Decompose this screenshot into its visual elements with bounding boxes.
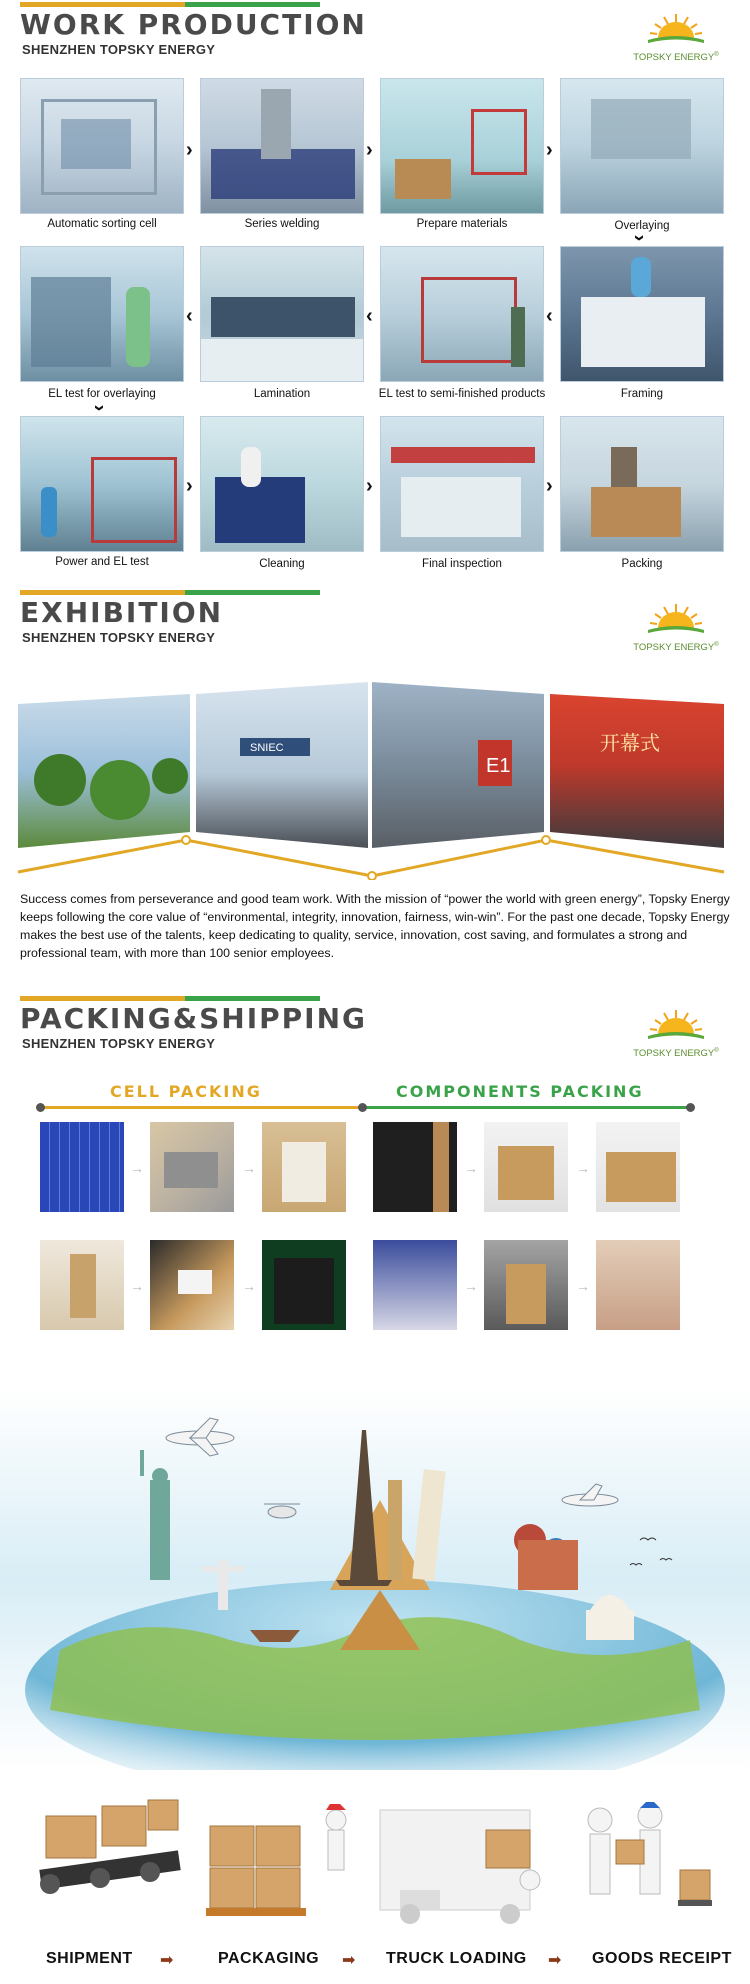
photo-power-el-test (20, 416, 184, 552)
timeline-dot (358, 1103, 367, 1112)
pack-img-panel-wrapped (373, 1122, 457, 1212)
sun-logo-icon (646, 10, 706, 44)
exhibition-sign-sniec: SNIEC (250, 742, 284, 754)
exhibition-photo-strip (0, 680, 750, 880)
logistics-illustrations (0, 1780, 750, 1930)
step-arrow-icon: ➡ (342, 1952, 356, 1969)
exhibition-gold-zigzag (18, 840, 724, 876)
topsky-logo (630, 1004, 722, 1064)
pack-arrow-icon: → (464, 1278, 478, 1294)
caption-framing: Framing (620, 388, 664, 400)
pack-arrow-icon: → (464, 1160, 478, 1176)
pack-img-open-carton (150, 1240, 234, 1330)
photo-framing (560, 246, 724, 382)
exhibition-photo-2 (196, 682, 368, 848)
topsky-logo (630, 8, 722, 68)
logo-text: TOPSKY ENERGY® (633, 1048, 719, 1060)
pack-arrow-icon: → (576, 1160, 590, 1176)
pack-img-cells (40, 1122, 124, 1212)
photo-overlaying (560, 78, 724, 214)
caption-packing: Packing (621, 558, 663, 570)
step-arrow-icon: ➡ (160, 1952, 174, 1969)
caption-prepare-materials: Prepare materials (416, 218, 508, 230)
packing-subtitle: SHENZHEN TOPSKY ENERGY (22, 1036, 216, 1051)
flow-arrow-down-icon: › (88, 404, 111, 412)
world-landmarks-illustration (0, 1390, 750, 1770)
photo-series-welding (200, 78, 364, 214)
pack-arrow-icon: → (576, 1278, 590, 1294)
step-arrow-icon: ➡ (548, 1952, 562, 1969)
work-production-title: WORK PRODUCTION (20, 8, 367, 41)
components-packing-line (362, 1106, 690, 1109)
cell-packing-line (40, 1106, 362, 1109)
pack-arrow-icon: → (242, 1278, 256, 1294)
conveyor-boxes-icon (39, 1800, 180, 1894)
pack-arrow-icon: → (242, 1160, 256, 1176)
caption-cleaning: Cleaning (259, 558, 305, 570)
exhibition-sign-e1: E1 (486, 755, 511, 777)
sun-logo-icon (646, 600, 706, 634)
header-accent-bar (20, 590, 320, 595)
flow-arrow-left-icon: ‹ (366, 305, 373, 327)
step-truck-loading-label: TRUCK LOADING (386, 1950, 527, 1967)
caption-automatic-sorting: Automatic sorting cell (47, 218, 157, 230)
photo-prepare-materials (380, 78, 544, 214)
pack-img-stacked-pallets (373, 1240, 457, 1330)
logo-text: TOPSKY ENERGY® (633, 642, 719, 654)
packing-title: PACKING&SHIPPING (20, 1002, 368, 1035)
pack-img-pallet (262, 1240, 346, 1330)
photo-automatic-sorting (20, 78, 184, 214)
timeline-dot (686, 1103, 695, 1112)
pack-img-cell-stack (150, 1122, 234, 1212)
big-ben-icon (388, 1480, 402, 1580)
cell-packing-label: CELL PACKING (110, 1082, 262, 1101)
photo-el-test-semifinished (380, 246, 544, 382)
goods-receipt-people-icon (588, 1802, 712, 1906)
flow-arrow-right-icon: › (186, 139, 193, 161)
photo-el-test-overlaying (20, 246, 184, 382)
flow-arrow-right-icon: › (366, 139, 373, 161)
header-accent-bar (20, 996, 320, 1001)
pack-img-cartons (596, 1122, 680, 1212)
header-accent-bar (20, 2, 320, 7)
caption-el-test-semifinished: EL test to semi-finished products (378, 388, 546, 400)
flow-arrow-right-icon: › (546, 475, 553, 497)
pack-arrow-icon: → (130, 1278, 144, 1294)
exhibition-subtitle: SHENZHEN TOPSKY ENERGY (22, 630, 216, 645)
caption-series-welding: Series welding (244, 218, 320, 230)
pack-img-foam-box (40, 1240, 124, 1330)
exhibition-description: Success comes from perseverance and good team work. With the mission of “power the world with green energy”, Topsky Energy keeps following the core value of “environmental, integrity, innovation, fairness, win-win”. For the past one decade, Topsky Energy makes the best use of the talents, keep dedicating to quality, service, innovation, cost saving, and formulates a strong and professional team, with more than 100 senior employees. (20, 892, 730, 960)
exhibition-photo-3 (372, 682, 544, 848)
caption-overlaying: Overlaying (614, 220, 670, 232)
statue-of-liberty-icon (150, 1480, 170, 1580)
exhibition-photo-4 (550, 694, 724, 848)
exhibition-title: EXHIBITION (20, 596, 224, 629)
work-production-subtitle: SHENZHEN TOPSKY ENERGY (22, 42, 216, 57)
photo-cleaning (200, 416, 364, 552)
components-packing-label: COMPONENTS PACKING (396, 1082, 644, 1101)
photo-packing (560, 416, 724, 552)
sun-logo-icon (646, 1006, 706, 1040)
flow-arrow-left-icon: ‹ (186, 305, 193, 327)
pack-img-carton (484, 1122, 568, 1212)
topsky-logo (630, 598, 722, 658)
flow-arrow-down-icon: › (628, 234, 651, 242)
pallet-jack-boxes-icon (206, 1804, 346, 1916)
truck-loading-icon (380, 1810, 540, 1924)
pack-img-container-full (596, 1240, 680, 1330)
logo-text: TOPSKY ENERGY® (633, 52, 719, 64)
flow-arrow-right-icon: › (546, 139, 553, 161)
photo-final-inspection (380, 416, 544, 552)
exhibition-banner-text: 开幕式 (600, 731, 660, 755)
caption-el-test-overlaying: EL test for overlaying (48, 388, 156, 400)
caption-power-el-test: Power and EL test (55, 556, 149, 568)
flow-arrow-left-icon: ‹ (546, 305, 553, 327)
step-shipment-label: SHIPMENT (46, 1950, 133, 1967)
pack-img-cell-boxes (262, 1122, 346, 1212)
caption-lamination: Lamination (253, 388, 311, 400)
timeline-dot (36, 1103, 45, 1112)
flow-arrow-right-icon: › (186, 475, 193, 497)
step-goods-receipt-label: GOODS RECEIPT (592, 1950, 732, 1967)
step-packaging-label: PACKAGING (218, 1950, 320, 1967)
pack-arrow-icon: → (130, 1160, 144, 1176)
pack-img-container-loading (484, 1240, 568, 1330)
caption-final-inspection: Final inspection (422, 558, 502, 570)
photo-lamination (200, 246, 364, 382)
flow-arrow-right-icon: › (366, 475, 373, 497)
